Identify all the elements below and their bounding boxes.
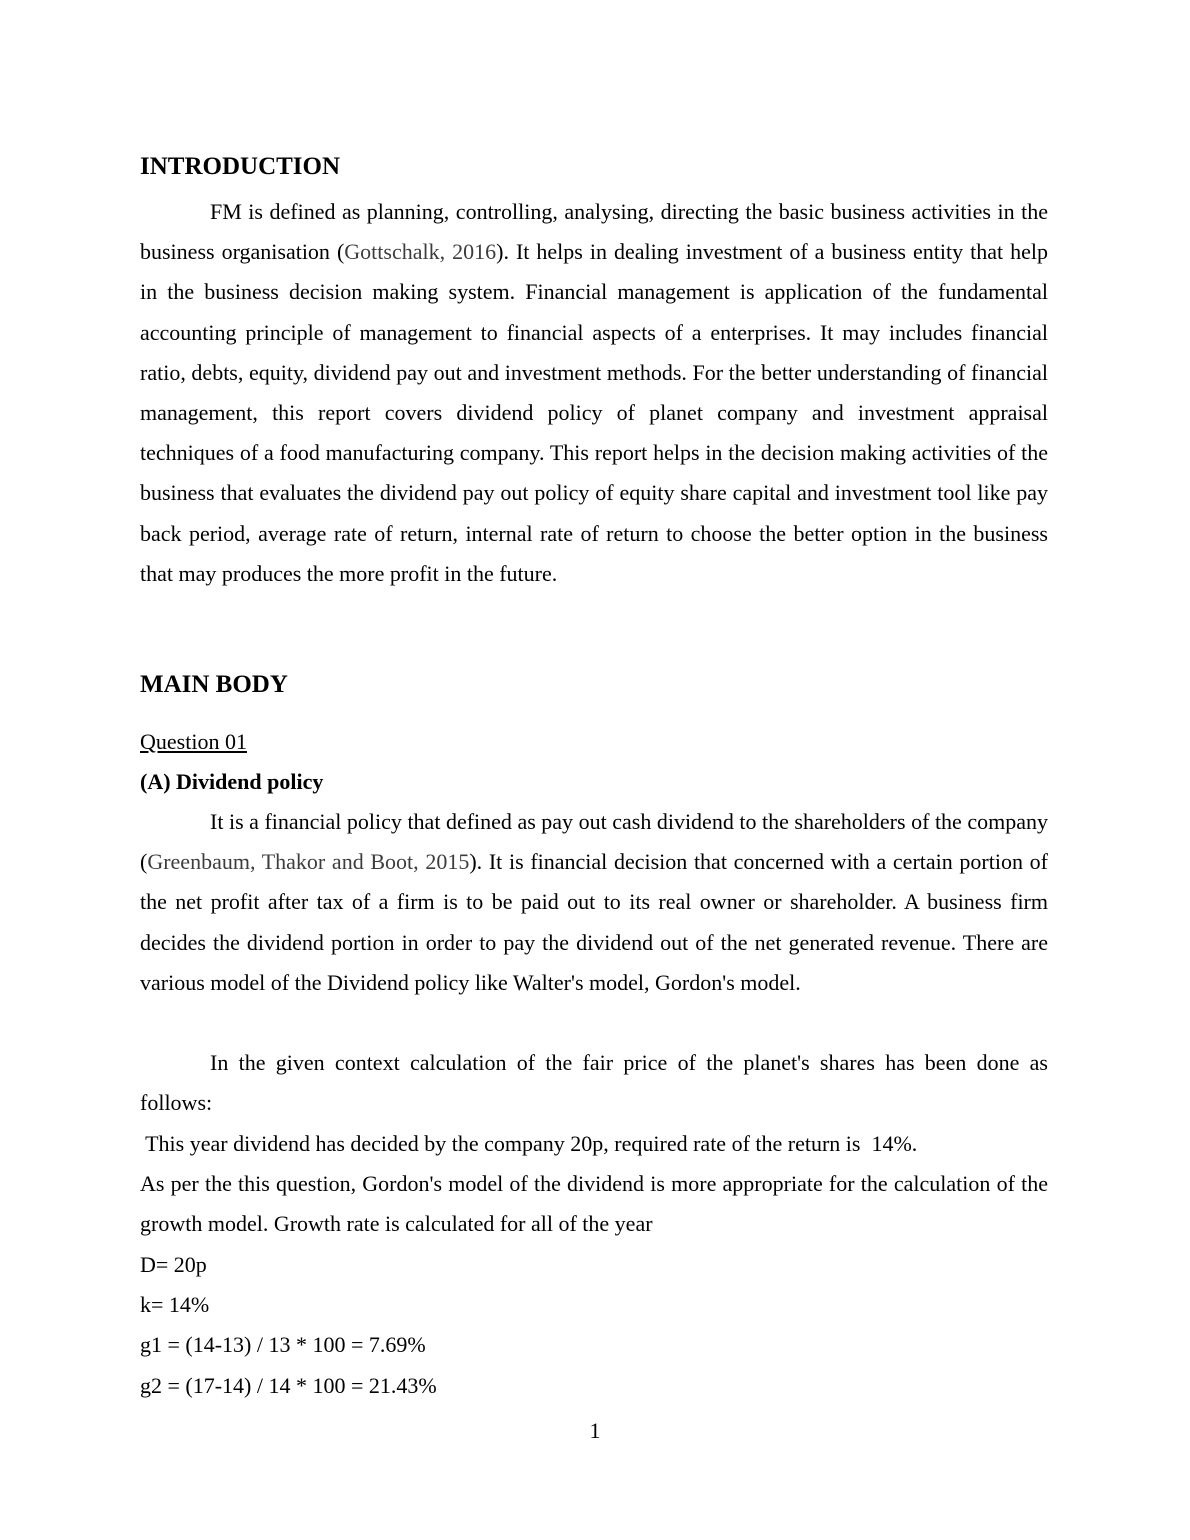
main-body-heading: MAIN BODY <box>140 671 288 698</box>
question-label: Question 01 <box>140 729 247 754</box>
equation-d: D= 20p <box>140 1252 207 1277</box>
equation-g1: g1 = (14-13) / 13 * 100 = 7.69% <box>140 1332 426 1357</box>
fair-price-paragraph: In the given context calculation of the fair price of the planet's shares has been done as follows: <box>140 1050 1048 1116</box>
gordon-model-paragraph: As per the this question, Gordon's model of the dividend is more appropriate for the calculation of the growth model. Growth rate is calculated for all of the year <box>140 1171 1048 1237</box>
page-number: 1 <box>589 1418 601 1443</box>
dividend-policy-subheading: (A) Dividend policy <box>140 769 324 794</box>
dividend-rate-line: This year dividend has decided by the company 20p, required rate of the return is 14%. <box>140 1131 918 1156</box>
equation-k: k= 14% <box>140 1292 210 1317</box>
introduction-heading: INTRODUCTION <box>140 153 341 180</box>
intro-text-end: ). It helps in dealing investment of a business entity that help in the business decision making system. Financial management is application of the fundamental accounting principle of management to financial aspects of a enterprises. It may includes financial ratio, debts, equity, dividend pay out and investment methods. For the better understanding of financial management, this report covers dividend policy of planet company and investment appraisal techniques of a food manufacturing company. This report helps in the decision making activities of the business that evaluates the dividend pay out policy of equity share capital and investment tool like pay back period, average rate of return, internal rate of return to choose the better option in the business that may produces the more profit in the future. <box>140 239 1049 586</box>
equation-g2: g2 = (17-14) / 14 * 100 = 21.43% <box>140 1373 437 1398</box>
dividend-text-end: ). It is financial decision that concerned with a certain portion of the net profit after tax of a firm is to be paid out to its real owner or shareholder. A business firm decides the dividend portion in order to pay the dividend out of the net generated revenue. There are various model of the Dividend policy like Walter's model, Gordon's model. <box>140 849 1048 995</box>
introduction-paragraph <box>140 192 1048 594</box>
intro-text-start: FM is defined as planning, controlling, analysing, directing the basic business activities in the business organisation ( <box>140 199 1048 265</box>
citation-greenbaum: Greenbaum, Thakor and Boot, 2015 <box>147 849 470 875</box>
dividend-text-start: It is a financial policy that defined as pay out cash dividend to the shareholders of the company ( <box>140 809 1048 875</box>
citation-gottschalk: Gottschalk, 2016 <box>344 239 497 265</box>
dividend-policy-paragraph <box>140 802 1048 1003</box>
